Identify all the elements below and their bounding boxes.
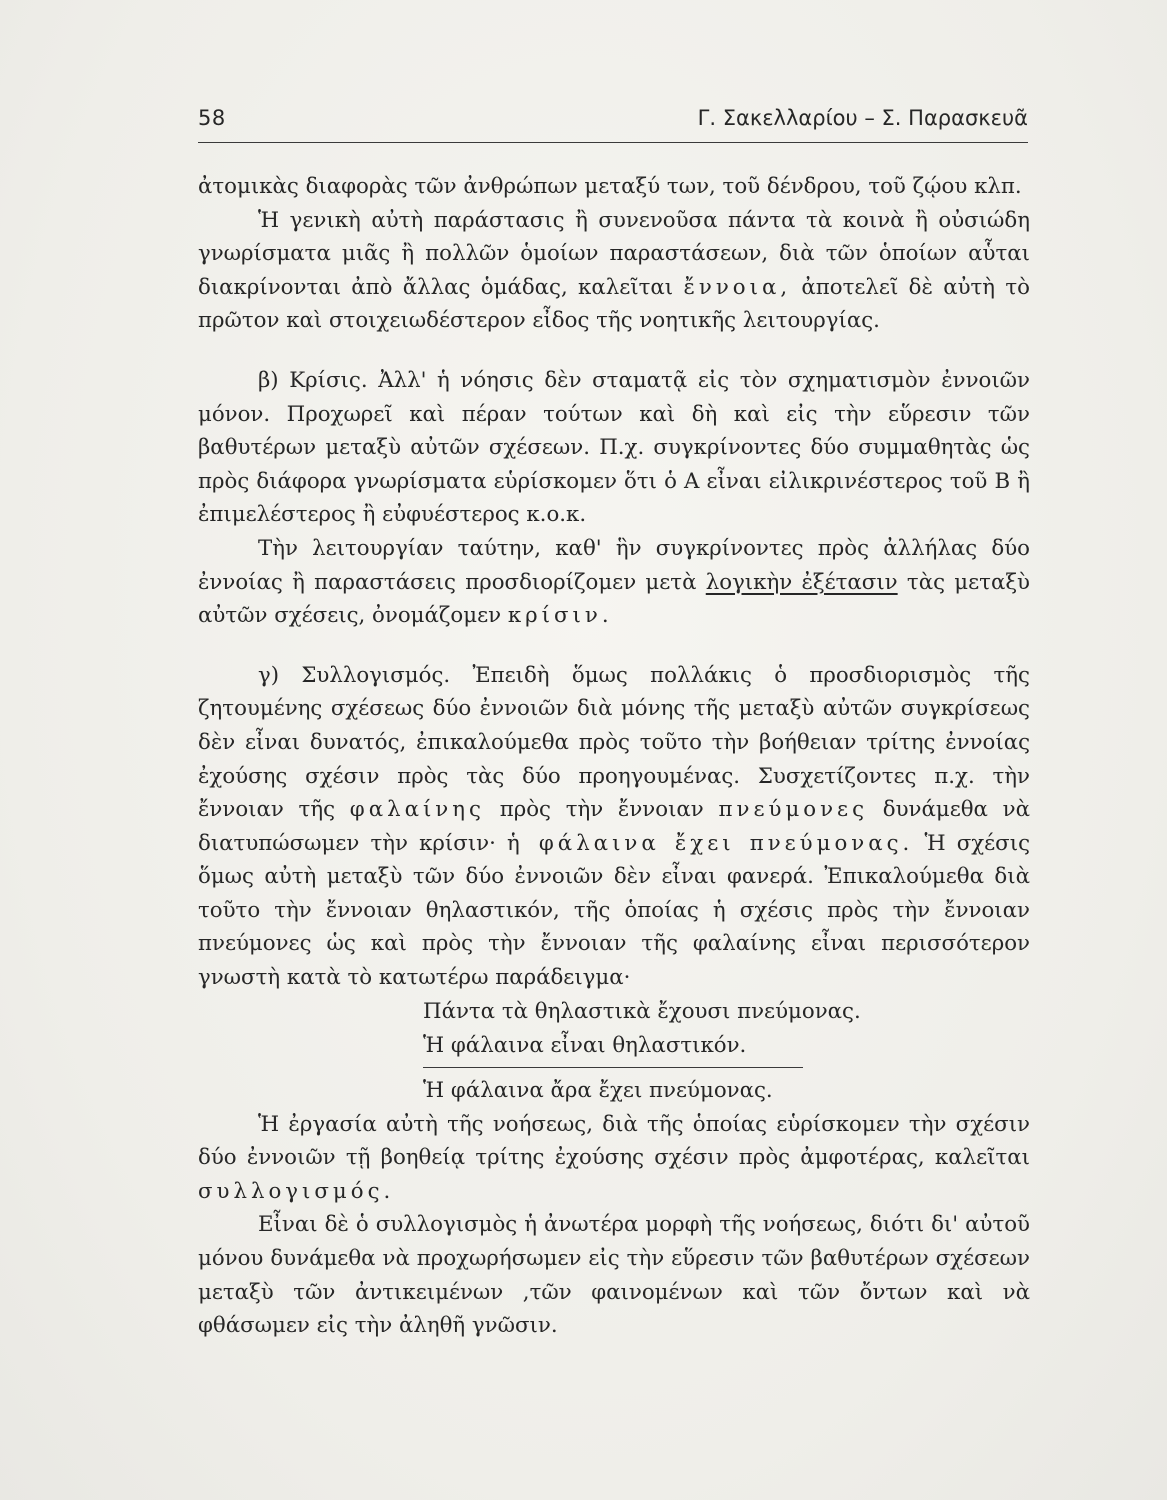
syllogism-divider bbox=[423, 1067, 803, 1068]
body-text bbox=[198, 170, 1030, 1343]
syllogism-conclusion: Ἡ φάλαινα ἄρα ἔχει πνεύμονας. bbox=[423, 1077, 773, 1103]
term-falaina-sentence: ἡ φάλαινα ἔχει πνεύμονας. bbox=[507, 830, 914, 856]
running-head: Γ. Σακελλαρίου – Σ. Παρασκευᾶ bbox=[697, 106, 1028, 130]
paragraph-judgment: β) Κρίσις. Ἀλλ' ἡ νόησις δὲν σταματᾷ εἰς τὸν σχηματισμὸν ἐννοιῶν μόνον. Προχωρεῖ καὶ πέραν τούτων καὶ δὴ καὶ εἰς τὴν εὕρεσιν τῶν βαθυτέρων μεταξὺ αὐτῶν σχέσεων. Π.χ. συγκρίνοντες δύο συμμαθητὰς ὡς πρὸς διάφορα γνωρίσματα εὑρίσκομεν ὅτι ὁ Α εἶναι εἰλικρινέστερος τοῦ Β ἢ ἐπιμελέστερος ἢ εὐφυέστερος κ.ο.κ. bbox=[198, 367, 1030, 528]
paragraph-continuation: ἀτομικὰς διαφορὰς τῶν ἀνθρώπων μεταξύ των, τοῦ δένδρου, τοῦ ζῴου κλπ. bbox=[198, 174, 1022, 199]
paragraph-judgment-definition: Τὴν λειτουργίαν ταύτην, καθ' ἣν συγκρίνοντες πρὸς ἀλλήλας δύο ἐννοίας ἢ παραστάσεις προσδιορίζομεν μετὰ λογικὴν ἐξέτασιν τὰς μεταξὺ αὐτῶν σχέσεις, ὀνομάζομεν κρίσιν. bbox=[198, 535, 1031, 629]
paragraph-syllogism-definition: Ἡ ἐργασία αὐτὴ τῆς νοήσεως, διὰ τῆς ὁποίας εὑρίσκομεν τὴν σχέσιν δύο ἐννοιῶν τῇ βοηθείᾳ τρίτης ἐχούσης σχέσιν πρὸς ἀμφοτέρας, καλεῖται συλλογισμός. bbox=[198, 1111, 1030, 1204]
paragraph-conclusion: Εἶναι δὲ ὁ συλλογισμὸς ἡ ἀνωτέρα μορφὴ τῆς νοήσεως, διότι δι' αὐτοῦ μόνου δυνάμεθα νὰ προχωρήσωμεν εἰς τὴν εὕρεσιν τῶν βαθυτέρων σχέσεων μεταξὺ τῶν ἀντικειμένων ,τῶν φαινομένων καὶ τῶν ὄντων καὶ νὰ φθάσωμεν εἰς τὴν ἀληθῆ γνῶσιν. bbox=[198, 1212, 1030, 1339]
term-falainis: φαλαίνης bbox=[349, 797, 485, 823]
term-krisis: κρίσιν. bbox=[507, 603, 613, 629]
underlined-phrase: λογικὴν ἐξέτασιν bbox=[705, 569, 898, 595]
page-header bbox=[198, 100, 1028, 143]
page-number: 58 bbox=[198, 106, 226, 130]
syllogism-premise-1: Πάντα τὰ θηλαστικὰ ἔχουσι πνεύμονας. bbox=[423, 998, 861, 1024]
term-pneumones: πνεύμονες bbox=[718, 797, 869, 823]
syllogism-premise-2: Ἡ φάλαινα εἶναι θηλαστικόν. bbox=[423, 1032, 747, 1058]
paragraph-concept: Ἡ γενικὴ αὐτὴ παράστασις ἢ συνενοῦσα πάντα τὰ κοινὰ ἢ οὐσιώδη γνωρίσματα μιᾶς ἢ πολλῶν ὁμοίων παραστάσεων, διὰ τῶν ὁποίων αὗται διακρίνονται ἀπὸ ἄλλας ὁμάδας, καλεῖται ἔννοια, ἀποτελεῖ δὲ αὐτὴ τὸ πρῶτον καὶ στοιχειωδέστερον εἶδος τῆς νοητικῆς λειτουργίας. bbox=[198, 207, 1030, 334]
term-ennoia: ἔννοια, bbox=[683, 274, 792, 300]
syllogism-conclusion-block bbox=[198, 1074, 1030, 1108]
term-syllogismos: συλλογισμός. bbox=[198, 1178, 395, 1204]
paragraph-syllogism: γ) Συλλογισμός. Ἐπειδὴ ὅμως πολλάκις ὁ προσδιορισμὸς τῆς ζητουμένης σχέσεως δύο ἐννοιῶν διὰ μόνης τῆς μεταξὺ αὐτῶν συγκρίσεως δὲν εἶναι δυνατός, ἐπικαλούμεθα πρὸς τοῦτο τὴν βοήθειαν τρίτης ἐννοίας ἐχούσης σχέσιν πρὸς τὰς δύο προηγουμένας. Συσχετίζοντες π.χ. τὴν ἔννοιαν τῆς φαλαίνης πρὸς τὴν ἔννοιαν πνεύμονες δυνάμεθα νὰ διατυπώσωμεν τὴν κρίσιν· ἡ φάλαινα ἔχει πνεύμονας. Ἡ σχέσις ὅμως αὐτὴ μεταξὺ τῶν δύο ἐννοιῶν δὲν εἶναι φανερά. Ἐπικαλούμεθα διὰ τοῦτο τὴν ἔννοιαν θηλαστικόν, τῆς ὁποίας ἡ σχέσις πρὸς τὴν ἔννοιαν πνεύμονες ὡς καὶ πρὸς τὴν ἔννοιαν τῆς φαλαίνης εἶναι περισσότερον γνωστὴ κατὰ τὸ κατωτέρω παράδειγμα· bbox=[198, 662, 1031, 991]
syllogism-example bbox=[198, 995, 1030, 1063]
